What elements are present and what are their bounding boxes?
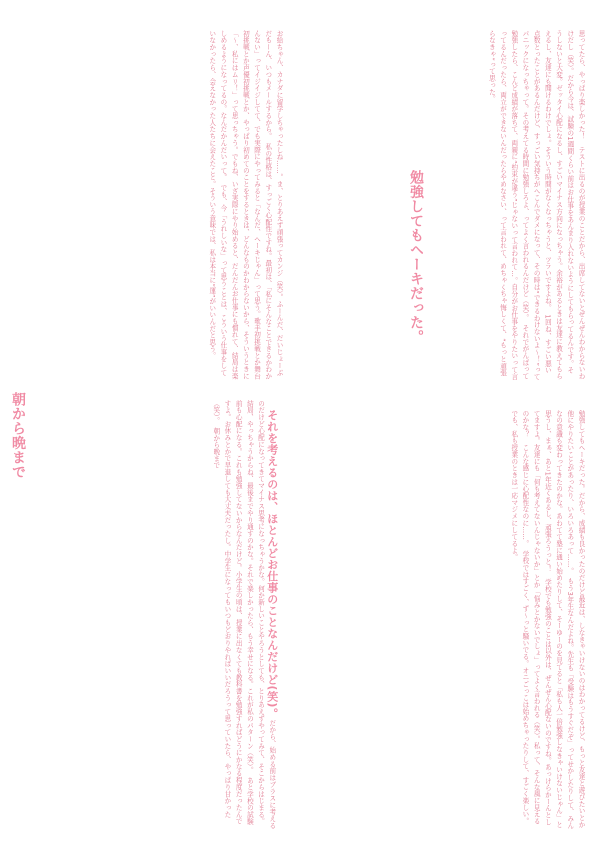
study-heading: 勉強してもヘーキだった。 [408,170,424,344]
work-heading: それを考えるのは、ほとんどお仕事のことなんだけど(笑)。 [265,409,279,720]
text-block-bottom-right: 勉強してもヘーキだった。だから、成績も良かったのだけど最近は、しなきゃいけないのはわかってるけど、もっと友達と遊びたいとか他にやりたいことがあったり、いろいろあって……。 もう3年生なんだよね。先生も「受験はもうすぐだぞ」ってせかしたりして、みんなの意識も変わってきたのかな。あわてて塾に通い始めたりして、そーゆーのを見てると「私も人一倍勉強しなきゃいけないじゃん」と思うし、まぁ、あと1年近くあるし、頑張ろうっと！ 学校でも勉強のことは以外は、ぜんぜん心配ないのですね。あっけらかーんとしてますよ。友達にも「何も考えてないんじゃないか」とか「悩みとかないでしょ」ってよく言われる（笑）。私って、そんな風に見えるのかな？ こんな感じに心配性なのに……。 学校ではすごく、ず～っと騒いでる。オニごっこは始めちゃったりして、すごく楽しい。でも、私も授業のときは一応マジメにしてるよ。 [509,410,585,829]
bottom-left-paragraph: だから、始める前はブラスに考えるのだけど心配になってきてマイナス思考になっちゃうかな。何か新しいことやろうとしても、とりあえずやってみて、そこからはじまる。結局、やっちゃうからね、最後までやり通すのかな。それで楽しかったら、もう幸せになる。これが私のパターン（笑）。 あと学校の試験前も心配になる。これも勉強してないからなんだけど。小学生の頃は、授業に出なくても教科書を勉強すればどうにかなる程度だったんですよ。お休みとかで早退しても大丈夫だったし。中学生になってもいつもどおりやればいいだろうって思っていたら、やっぱり甘かった（笑）。 朝から晩まで [211,400,276,830]
text-block-top-left: お給ちゃん、カナダに留学しちゃったしね……。ま、とりあえず頑張ってカンジ（笑）。ふーんだ、だいじょーぶだもーん、いつもメールするから。 私の性格は、すっごく心配性ですね。最初は、「私にそんなことできるかわかんない」ってイジイジしてて、でも実際にやってみると「なんだ、ヘーキじゃん」って思う。歌手初挑戦とか舞台初挑戦とか声優初挑戦とか、やっぱり初めてのことをするときは、どんなものかわからないから、そういうときに「～、私にはムリ！」って思っちゃう。でもね、いざ実際にやり始めると、だんだんお仕事にも慣れて、結局は楽しめるようになってるの。なんだかんだいって。 でも、今「うれしいな」って思うことは、こういう仕事をしていなかったら、会えなかった人たちに会えたこと。そういう意味では、私は本当に“運”がいいんだと思う。 [207,30,283,380]
morning-heading: 朝から晩まで [10,392,26,479]
text-block-top-right: 思ってたら、やっぱり楽しかった！ テストに出るのが授業のことだから、出席してないとぜんぜんわからないわけだし（笑）。だから今は、試験の1週間くらい前はお仕事をあんまり入れないようにしてもらってるんです。そうしないと大変。ゼッタイ心配になるし、すごいマイナス方向になっちゃう。余裕があるときは友達に教えてもらえるし、友達にも聞けるわけでしょ。そういう時間がなくなっちゃうと、ツラいですよね。 1回ね、すごい悪い点数とったことがあるんだけど、すっごい気持ちがへこんでダメになって、その時は“できるわけないよ～！”ってパニックになっちゃって。その考えてる時間に勉強しろよ、ってよく言われるんだけど（笑）。 それでがんばって勉強したら、こんど成績が落ちて、両親に“約束が違う”じゃないって言われて…。自分がお仕事をやりたいって言ってるんだったら、両立ができないんだったらやめなさい、って言われて、めちゃくちゃ悔しくて、“もっと頑張らなきゃ”って思った。 [487,30,585,380]
text-block-bottom-left [24,400,290,830]
